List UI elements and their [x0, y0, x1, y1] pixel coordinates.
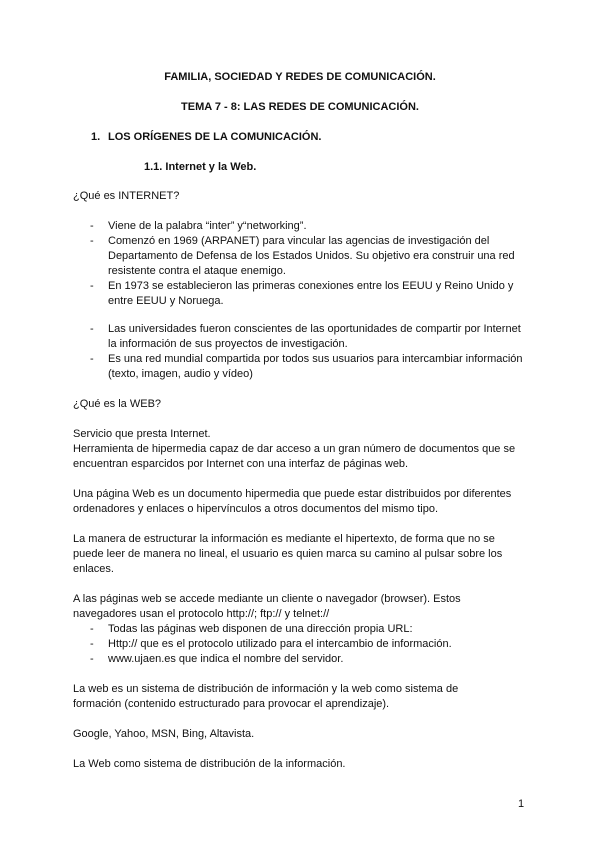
bullet-dash: - [90, 623, 94, 635]
subsection-title: 1.1. Internet y la Web. [144, 161, 257, 173]
question-internet: ¿Qué es INTERNET? [73, 190, 180, 202]
page-number: 1 [518, 798, 525, 810]
list-item: En 1973 se establecieron las primeras conexiones entre los EEUU y Reino Unido y [108, 280, 514, 292]
bullet-dash: - [90, 353, 94, 365]
section-number: 1. [91, 131, 101, 143]
paragraph-line: La web es un sistema de distribución de información y la web como sistema de [73, 683, 459, 695]
list-item: Todas las páginas web disponen de una dirección propia URL: [108, 623, 413, 635]
paragraph-line: encuentran esparcidos por Internet con una interfaz de páginas web. [73, 458, 409, 470]
paragraph-line: enlaces. [73, 563, 114, 575]
closing-line: La Web como sistema de distribución de la información. [73, 758, 346, 770]
list-item: Es una red mundial compartida por todos sus usuarios para intercambiar información [108, 353, 523, 365]
paragraph-line: Servicio que presta Internet. [73, 428, 211, 440]
list-item-continuation: Departamento de Defensa de los Estados Unidos. Su objetivo era construir una red [108, 250, 515, 262]
question-web: ¿Qué es la WEB? [73, 398, 162, 410]
list-item: Comenzó en 1969 (ARPANET) para vincular las agencias de investigación del [108, 235, 490, 247]
bullet-dash: - [90, 653, 94, 665]
paragraph-line: puede leer de manera no lineal, el usuario es quien marca su camino al pulsar sobre los [73, 548, 503, 560]
list-item-continuation: entre EEUU y Noruega. [108, 295, 224, 307]
list-item: Las universidades fueron conscientes de las oportunidades de compartir por Internet [108, 323, 521, 335]
paragraph-line: formación (contenido estructurado para provocar el aprendizaje). [73, 698, 390, 710]
list-item: Viene de la palabra “inter” y“networking”. [108, 220, 307, 232]
paragraph-line: ordenadores y enlaces o hipervínculos a otros documentos del mismo tipo. [73, 503, 439, 515]
paragraph-line: A las páginas web se accede mediante un cliente o navegador (browser). Estos [73, 593, 461, 605]
list-item-continuation: resistente contra el ataque enemigo. [108, 265, 286, 277]
bullet-dash: - [90, 220, 94, 232]
paragraph-line: navegadores usan el protocolo http://; ftp:// y telnet:// [73, 608, 330, 620]
list-item-continuation: (texto, imagen, audio y vídeo) [108, 368, 253, 380]
bullet-dash: - [90, 280, 94, 292]
bullet-dash: - [90, 638, 94, 650]
bullet-dash: - [90, 235, 94, 247]
paragraph-line: Una página Web es un documento hipermedia que puede estar distribuidos por diferentes [73, 488, 512, 500]
search-engines-line: Google, Yahoo, MSN, Bing, Altavista. [73, 728, 255, 740]
document-subtitle: TEMA 7 - 8: LAS REDES DE COMUNICACIÓN. [181, 101, 419, 113]
section-title: LOS ORÍGENES DE LA COMUNICACIÓN. [108, 131, 322, 143]
paragraph-line: La manera de estructurar la información es mediante el hipertexto, de forma que no se [73, 533, 495, 545]
list-item: Http:// que es el protocolo utilizado para el intercambio de información. [108, 638, 452, 650]
paragraph-line: Herramienta de hipermedia capaz de dar acceso a un gran número de documentos que se [73, 443, 516, 455]
list-item: www.ujaen.es que indica el nombre del servidor. [108, 653, 344, 665]
document-title: FAMILIA, SOCIEDAD Y REDES DE COMUNICACIÓN. [164, 71, 436, 83]
bullet-dash: - [90, 323, 94, 335]
list-item-continuation: la información de sus proyectos de investigación. [108, 338, 348, 350]
